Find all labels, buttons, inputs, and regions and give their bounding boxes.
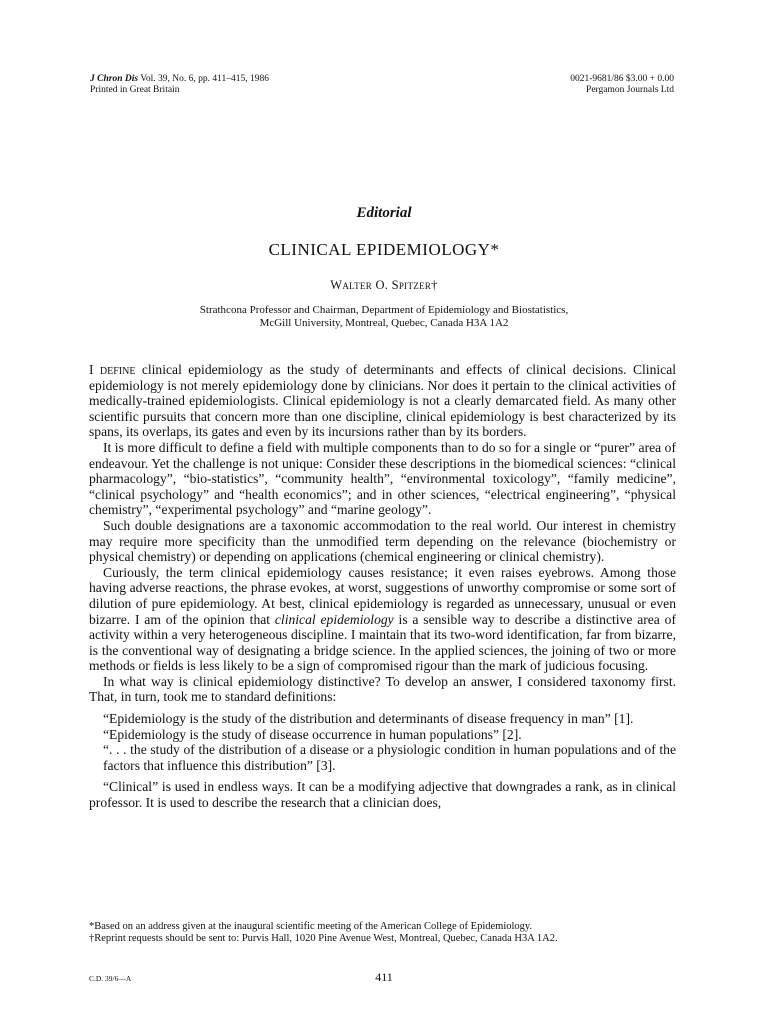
paragraph: “Clinical” is used in endless ways. It can be a modifying adjective that downgrades a rank, as in clinical professor. It is used to describe the research that a clinician does, [89, 779, 676, 811]
article-body [89, 362, 676, 811]
publisher: Pergamon Journals Ltd [586, 85, 674, 95]
quote: “Epidemiology is the study of disease occurrence in human populations” [2]. [103, 726, 522, 742]
printed-in: Printed in Great Britain [90, 85, 180, 95]
volume-info: Vol. 39, No. 6, pp. 411–415, 1986 [138, 74, 270, 84]
footnotes [89, 921, 676, 945]
running-header-right [570, 74, 674, 96]
affiliation-line: McGill University, Montreal, Quebec, Canada H3A 1A2 [259, 317, 509, 329]
quote: “. . . the study of the distribution of a disease or a physiologic condition in human populations and of the factors that influence this distribution” [3]. [103, 742, 676, 773]
paragraph: Such double designations are a taxonomic accommodation to the real world. Our interest in chemistry may require more specificity than the unmodified term depending on the relevance (biochemistry or physical chemistry) or depending on applications (chemical engineering or clinical chemistry). [89, 517, 676, 565]
journal-citation [90, 74, 269, 85]
paragraph-text: is a sensible way to describe a distinctive area of activity within a very heterogeneous discipline. I maintain that its two-word identification, far from bizarre, is the conventional way of designating a bridge science. In the applied sciences, the joining of two or more methods or fields is less likely to be a sign of compromised rigour than the mark of judicious focusing. [89, 611, 676, 674]
footnote: †Reprint requests should be sent to: Purvis Hall, 1020 Pine Avenue West, Montreal, Quebec, Canada H3A 1A2. [89, 933, 558, 944]
article-title: CLINICAL EPIDEMIOLOGY* [268, 240, 500, 259]
paragraph [89, 362, 676, 440]
section-label: Editorial [356, 205, 412, 221]
paragraph: It is more difficult to define a field with multiple components than to do so for a single or “purer” area of endeavour. Yet the challenge is not unique: Consider these descriptions in the biomedical sciences: “clinical pharmacology”, “bio-statistics”, “community health”, “environmental toxicology”, “family medicine”, “clinical psychology” and “health economics”; and in other sciences, “electrical engineering”, “physical chemistry”, “experimental psychology” and “marine geology”. [89, 439, 676, 518]
paragraph [89, 565, 676, 674]
footnote: *Based on an address given at the inaugural scientific meeting of the American College of Epidemiology. [89, 921, 533, 932]
issn-price: 0021-9681/86 $3.00 + 0.00 [570, 74, 674, 84]
running-header-left [90, 74, 269, 96]
italic-term: clinical epidemiology [274, 611, 394, 627]
author-name: Walter O. Spitzer† [330, 278, 438, 292]
affiliation-line: Strathcona Professor and Chairman, Department of Epidemiology and Biostatistics, [199, 304, 569, 316]
paragraph-text: Curiously, the term clinical epidemiology causes resistance; it even raises eyebrows. Among those having adverse reactions, the phrase evokes, at worst, suggestions of unworthy compromise or some sort of dilution of pure epidemiology. At best, clinical epidemiology is regarded as unnecessary, unusual or even bizarre. I am of the opinion that [89, 564, 676, 627]
journal-name: J Chron Dis [90, 74, 139, 84]
paragraph-text: clinical epidemiology as the study of determinants and effects of clinical decisions. Clinical epidemiology is not merely epidemiology done by clinicians. Nor does it pertain to the clinical activities of medically-trained epidemiologists. Clinical epidemiology is not a clearly demarcated field. As many other scientific pursuits that concern more than one discipline, clinical epidemiology is best characterized by its spans, its overlaps, its gates and even by its incursions rather than by its borders. [89, 362, 676, 440]
definition-quotes [103, 711, 676, 773]
paragraph: In what way is clinical epidemiology distinctive? To develop an answer, I considered taxonomy first. That, in turn, took me to standard definitions: [89, 673, 676, 705]
manuscript-code: C.D. 39/6—A [89, 974, 132, 983]
author-affiliation [0, 304, 768, 330]
page-number: 411 [375, 970, 393, 984]
quote: “Epidemiology is the study of the distribution and determinants of disease frequency in man” [1]. [103, 711, 634, 727]
lead-in: I define [89, 362, 136, 377]
